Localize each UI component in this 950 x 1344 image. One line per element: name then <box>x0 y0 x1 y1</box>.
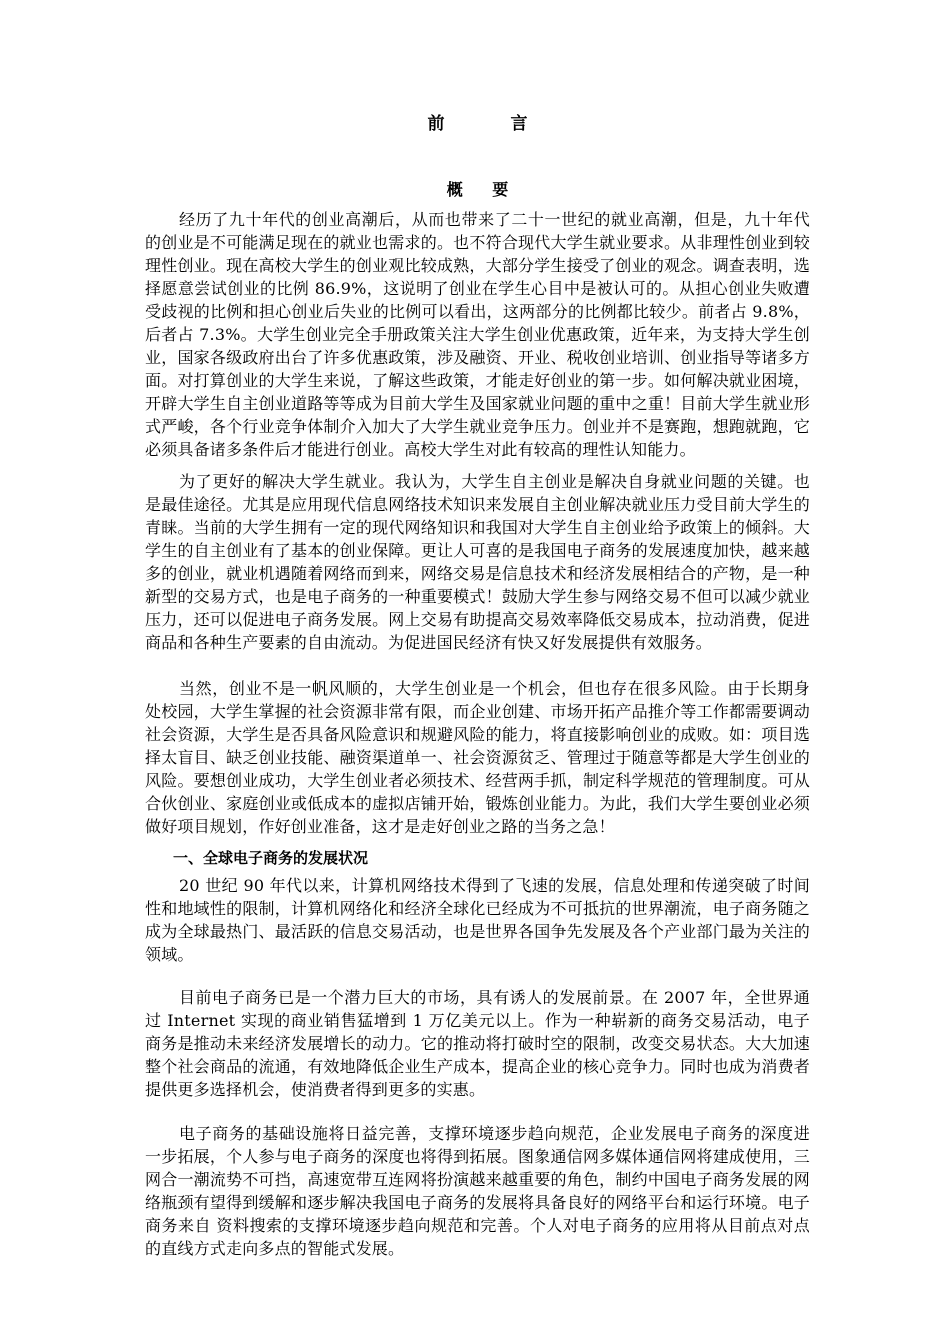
section-paragraph-2: 目前电子商务已是一个潜力巨大的市场，具有诱人的发展前景。在 2007 年，全世界通过 Internet 实现的商业销售猛增到 1 万亿美元以上。作为一种崭新的商务交易活动，电子商务是推动未来经济发展增长的动力。它的推动将打破时空的限制，改变交易状态。大大加速整个社会商品的流通，有效地降低企业生产成本，提高企业的核心竞争力。同时也成为消费者提供更多选择机会，使消费者得到更多的实惠。 <box>145 988 810 1099</box>
section-paragraph-3: 电子商务的基础设施将日益完善，支撑环境逐步趋向规范，企业发展电子商务的深度进一步拓展，个人参与电子商务的深度也将得到拓展。图象通信网多媒体通信网将建成使用，三网合一潮流势不可挡，高速宽带互连网将扮演越来越重要的角色，制约中国电子商务发展的网络瓶颈有望得到缓解和逐步解决我国电子商务的发展将具备良好的网络平台和运行环境。电子商务来自 资料搜索的支撑环境逐步趋向规范和完善。个人对电子商务的应用将从目前点对点的直线方式走向多点的智能式发展。 <box>145 1124 810 1258</box>
document-title: 前 言 <box>427 114 558 134</box>
section-paragraph-1: 20 世纪 90 年代以来，计算机网络技术得到了飞速的发展，信息处理和传递突破了时间性和地域性的限制，计算机网络化和经济全球化已经成为不可抵抗的世界潮流，电子商务随之成为全球最热门、最活跃的信息交易活动，也是世界各国争先发展及各个产业部门最为关注的领域。 <box>145 876 810 964</box>
document-subtitle: 概 要 <box>446 180 521 199</box>
summary-paragraph-1: 经历了九十年代的创业高潮后，从而也带来了二十一世纪的就业高潮，但是，九十年代的创业是不可能满足现在的就业也需求的。也不符合现代大学生就业要求。从非理性创业到较理性创业。现在高校大学生的创业观比较成熟，大部分学生接受了创业的观念。调查表明，选择愿意尝试创业的比例 86.9%，这说明了创业在学生心目中是被认可的。从担心创业失败遭受歧视的比例和担心创业后失业的比例可以看出，这两部分的比例都比较少。前者占 9.8%，后者占 7.3%。大学生创业完全手册政策关注大学生创业优惠政策，近年来，为支持大学生创业，国家各级政府出台了许多优惠政策，涉及融资、开业、税收创业培训、创业指导等诸多方面。对打算创业的大学生来说，了解这些政策，才能走好创业的第一步。如何解决就业困境，开辟大学生自主创业道路等等成为目前大学生及国家就业问题的重中之重！目前大学生就业形式严峻，各个行业竞争体制介入加大了大学生就业竞争压力。创业并不是赛跑，想跑就跑，它必须具备诸多条件后才能进行创业。高校大学生对此有较高的理性认知能力。 <box>145 210 810 459</box>
summary-paragraph-2: 为了更好的解决大学生就业。我认为，大学生自主创业是解决自身就业问题的关键。也是最佳途径。尤其是应用现代信息网络技术知识来发展自主创业解决就业压力受目前大学生的青睐。当前的大学生拥有一定的现代网络知识和我国对大学生自主创业给予政策上的倾斜。大学生的自主创业有了基本的创业保障。更让人可喜的是我国电子商务的发展速度加快，越来越多的创业，就业机遇随着网络而到来，网络交易是信息技术和经济发展相结合的产物，是一种新型的交易方式，也是电子商务的一种重要模式！鼓励大学生参与网络交易不但可以减少就业压力，还可以促进电子商务发展。网上交易有助提高交易效率降低交易成本，拉动消费，促进商品和各种生产要素的自由流动。为促进国民经济有快又好发展提供有效服务。 <box>145 472 810 652</box>
summary-paragraph-3: 当然，创业不是一帆风顺的，大学生创业是一个机会，但也存在很多风险。由于长期身处校园，大学生掌握的社会资源非常有限，而企业创建、市场开拓产品推介等工作都需要调动社会资源，大学生是否具备风险意识和规避风险的能力，将直接影响创业的成败。如：项目选择太盲目、缺乏创业技能、融资渠道单一、社会资源贫乏、管理过于随意等都是大学生创业的风险。要想创业成功，大学生创业者必须技术、经营两手抓，制定科学规范的管理制度。可从合伙创业、家庭创业或低成本的虚拟店铺开始，锻炼创业能力。为此，我们大学生要创业必须做好项目规划，作好创业准备，这才是走好创业之路的当务之急！ <box>145 679 810 836</box>
section-heading: 一、全球电子商务的发展状况 <box>173 849 369 867</box>
